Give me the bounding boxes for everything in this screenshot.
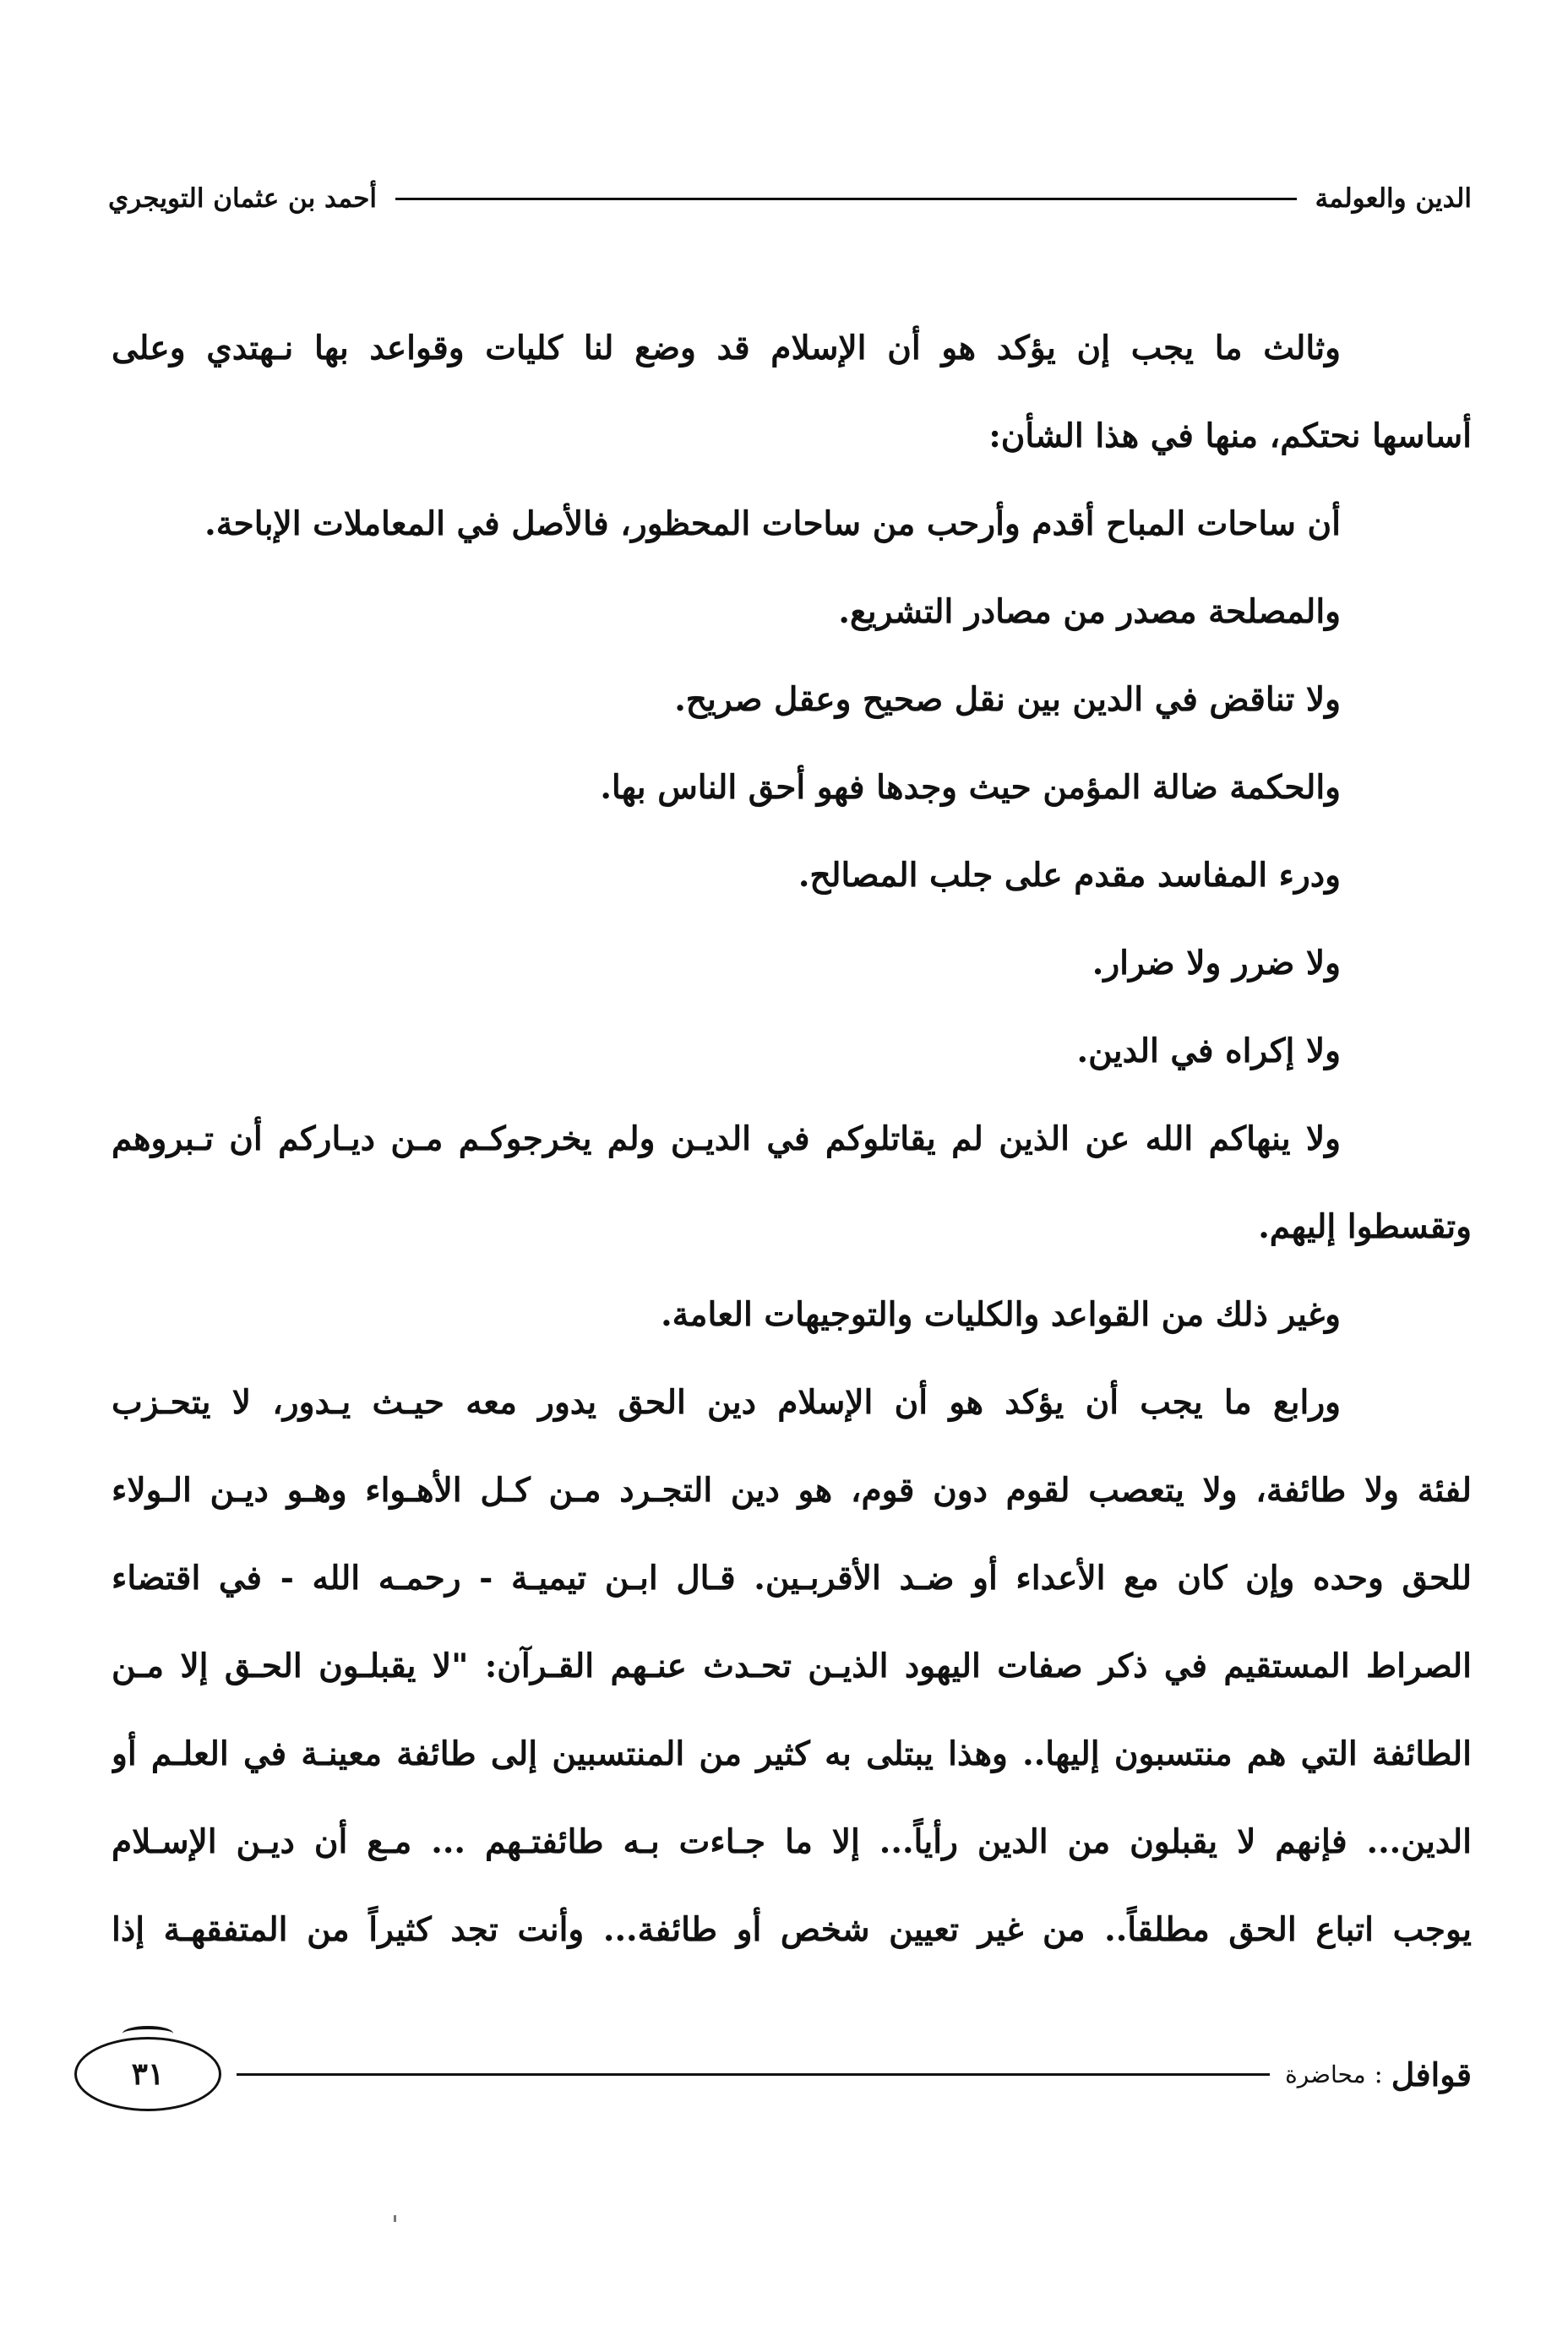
- page-number: ٣١: [131, 2056, 165, 2092]
- text-line: ورابع ما يجب أن يؤكد هو أن الإسلام دين الحق يدور معه حيـث يـدور، لا يتحـزب: [112, 1383, 1341, 1422]
- header-rule: [395, 198, 1297, 200]
- text-line: لفئة ولا طائفة، ولا يتعصب لقوم دون قوم، هو دين التجـرد مـن كـل الأهـواء وهـو ديـن الـولاء: [112, 1471, 1472, 1510]
- text-line: وتقسطوا إليهم.: [1258, 1207, 1472, 1246]
- book-title: الدين والعولمة: [1315, 183, 1472, 214]
- text-line: ودرء المفاسد مقدم على جلب المصالح.: [798, 856, 1341, 895]
- page-footer: [74, 2028, 1472, 2121]
- ornament-icon: [122, 2026, 173, 2041]
- text-line: وثالث ما يجب إن يؤكد هو أن الإسلام قد وضع لنا كليات وقواعد بها نـهتدي وعلى: [112, 329, 1341, 368]
- text-line: والحكمة ضالة المؤمن حيث وجدها فهو أحق الناس بها.: [600, 768, 1341, 807]
- text-line: ولا إكراه في الدين.: [1076, 1032, 1341, 1070]
- text-line: أن ساحات المباح أقدم وأرحب من ساحات المحظور، فالأصل في المعاملات الإباحة.: [204, 504, 1341, 543]
- author-name: أحمد بن عثمان التويجري: [108, 183, 377, 214]
- text-line: والمصلحة مصدر من مصادر التشريع.: [838, 592, 1341, 631]
- footer-separator: :: [1374, 2059, 1383, 2089]
- text-line: ولا ينهاكم الله عن الذين لم يقاتلوكم في الديـن ولم يخرجوكـم مـن ديـاركم أن تـبروهم: [112, 1119, 1341, 1158]
- text-line: ولا ضرر ولا ضرار.: [1092, 944, 1341, 983]
- text-line: الطائفة التي هم منتسبون إليها.. وهذا يبتلى به كثير من المنتسبين إلى طائفة معينـة في العلـم أو: [112, 1734, 1472, 1773]
- text-line: ولا تناقض في الدين بين نقل صحيح وعقل صريح.: [674, 680, 1341, 719]
- text-line: الصراط المستقيم في ذكر صفات اليهود الذيـن تحـدث عنـهم القـرآن: "لا يقبلـون الحـق إلا مـن: [112, 1647, 1472, 1685]
- text-line: وغير ذلك من القواعد والكليات والتوجيهات العامة.: [661, 1295, 1341, 1334]
- section-label: محاضرة: [1285, 2060, 1366, 2088]
- text-line: الدين... فإنهم لا يقبلون من الدين رأياً... إلا ما جـاءت بـه طائفتـهم ... مـع أن ديـن الإسـلام: [112, 1822, 1472, 1861]
- footer-rule: [237, 2073, 1270, 2076]
- running-header: [108, 173, 1472, 224]
- text-line: أساسها نحتكم، منها في هذا الشأن:: [988, 417, 1472, 455]
- journal-name: قوافل: [1391, 2055, 1472, 2094]
- body-text: [112, 304, 1472, 1974]
- text-line: يوجب اتباع الحق مطلقاً.. من غير تعيين شخص أو طائفة... وأنت تجد كثيراً من المتفقهـة إذا: [112, 1910, 1472, 1949]
- page-number-badge: [74, 2037, 221, 2111]
- text-line: للحق وحده وإن كان مع الأعداء أو ضـد الأقربـين. قـال ابـن تيميـة - رحمـه الله - في اقتضاء: [112, 1559, 1472, 1598]
- scan-artifact: [394, 2215, 396, 2222]
